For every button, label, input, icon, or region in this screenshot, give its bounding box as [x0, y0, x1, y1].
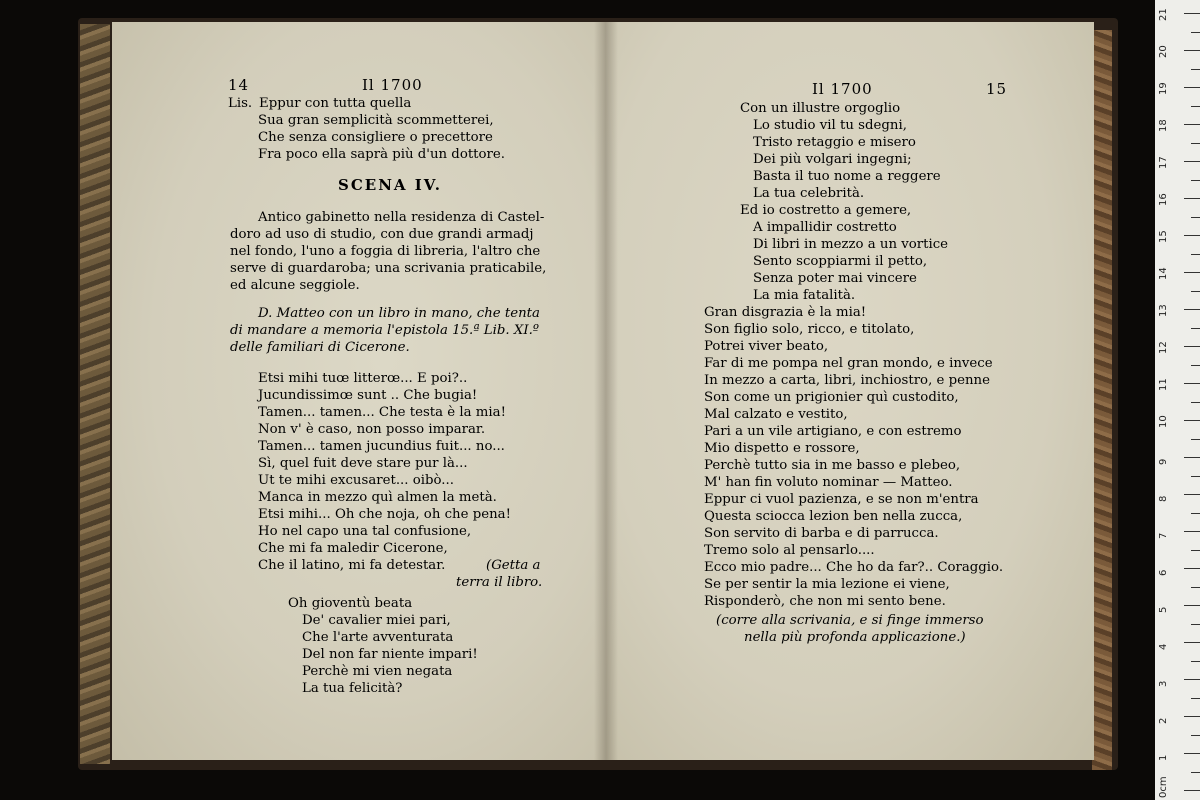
ruler-tick — [1184, 161, 1200, 162]
stage-direction-line: delle familiari di Cicerone. — [230, 340, 410, 355]
ruler-tick — [1184, 198, 1200, 199]
scene-heading: SCENA IV. — [338, 176, 443, 194]
ruler-tick — [1184, 346, 1200, 347]
stage-direction-line: di mandare a memoria l'epistola 15.ª Lib. XI.º — [230, 323, 540, 338]
verse-line: Eppur ci vuol pazienza, e se non m'entra — [704, 492, 979, 507]
ruler-tick — [1191, 550, 1200, 551]
verse-line: Son come un prigionier quì custodito, — [704, 390, 959, 405]
marbled-cover-edge-left — [80, 24, 110, 764]
verse-line: Che l'arte avventurata — [302, 630, 454, 645]
verse-line: Che senza consigliere o precettore — [258, 130, 493, 145]
ruler-tick — [1184, 753, 1200, 754]
verse-line: In mezzo a carta, libri, inchiostro, e penne — [704, 373, 990, 388]
monologue-line: Etsi mihi... Oh che noja, oh che pena! — [258, 507, 511, 522]
ruler-tick — [1184, 309, 1200, 310]
verse-line: Perchè mi vien negata — [302, 664, 453, 679]
verse-line: Questa sciocca lezion ben nella zucca, — [704, 509, 963, 524]
monologue-line: Ut te mihi excusaret... oibò... — [258, 473, 454, 488]
verse-line: Tremo solo al pensarlo.... — [704, 543, 875, 558]
ruler-tick — [1184, 679, 1200, 680]
ruler-number: 12 — [1158, 341, 1169, 354]
ruler-tick — [1184, 494, 1200, 495]
ruler-number: 17 — [1158, 156, 1169, 169]
monologue-line: Non v' è caso, non posso imparar. — [258, 422, 486, 437]
ruler-tick — [1191, 32, 1200, 33]
monologue-line: Jucundissimœ sunt .. Che bugia! — [258, 388, 478, 403]
verse-line: Risponderò, che non mi sento bene. — [704, 594, 946, 609]
ruler-number: 10 — [1158, 415, 1169, 428]
setting-line: doro ad uso di studio, con due grandi armadj — [230, 227, 534, 242]
ruler-number: 7 — [1158, 532, 1169, 539]
monologue-line: Che mi fa maledir Cicerone, — [258, 541, 448, 556]
ruler-tick — [1191, 587, 1200, 588]
verse-line: Oh gioventù beata — [288, 596, 413, 611]
verse-line: Perchè tutto sia in me basso e plebeo, — [704, 458, 961, 473]
monologue-line: Tamen... tamen jucundius fuit... no... — [258, 439, 505, 454]
aside-direction: terra il libro. — [456, 575, 543, 590]
left-page-number: 14 — [228, 76, 250, 94]
monologue-line: Ho nel capo una tal confusione, — [258, 524, 472, 539]
ruler-tick — [1184, 50, 1200, 51]
monologue-line: Sì, quel fuit deve stare pur là... — [258, 456, 468, 471]
ruler-tick — [1191, 106, 1200, 107]
measuring-ruler — [1155, 0, 1200, 800]
verse-line: Ed io costretto a gemere, — [740, 203, 912, 218]
ruler-number: 1 — [1158, 754, 1169, 761]
ruler-tick — [1184, 568, 1200, 569]
ruler-number: 6 — [1158, 569, 1169, 576]
ruler-number: 9 — [1158, 458, 1169, 465]
verse-line: M' han fin voluto nominar — Matteo. — [704, 475, 953, 490]
ruler-tick — [1184, 790, 1200, 791]
ruler-number: 20 — [1158, 45, 1169, 58]
verse-line: Basta il tuo nome a reggere — [753, 169, 941, 184]
monologue-line: Tamen... tamen... Che testa è la mia! — [258, 405, 506, 420]
ruler-number: 18 — [1158, 119, 1169, 132]
monologue-line: Manca in mezzo quì almen la metà. — [258, 490, 497, 505]
verse-line: Son servito di barba e di parrucca. — [704, 526, 939, 541]
ruler-tick — [1184, 383, 1200, 384]
verse-line: Sento scoppiarmi il petto, — [753, 254, 928, 269]
ruler-tick — [1191, 513, 1200, 514]
verse-line: Gran disgrazia è la mia! — [704, 305, 867, 320]
verse-line: Senza poter mai vincere — [753, 271, 917, 286]
verse-line: Mal calzato e vestito, — [704, 407, 848, 422]
verse-line: La mia fatalità. — [753, 288, 856, 303]
ruler-number: 5 — [1158, 606, 1169, 613]
verse-line: Son figlio solo, ricco, e titolato, — [704, 322, 915, 337]
ruler-number: 16 — [1158, 193, 1169, 206]
ruler-tick — [1191, 254, 1200, 255]
verse-line: Tristo retaggio e misero — [753, 135, 916, 150]
marbled-cover-edge-right — [1092, 30, 1112, 770]
ruler-number: 3 — [1158, 680, 1169, 687]
ruler-number: 14 — [1158, 267, 1169, 280]
ruler-tick — [1191, 365, 1200, 366]
ruler-tick — [1191, 698, 1200, 699]
verse-line: Mio dispetto e rossore, — [704, 441, 860, 456]
aside-direction: (Getta a — [486, 558, 541, 573]
verse-line: Lo studio vil tu sdegni, — [753, 118, 907, 133]
verse-line: Eppur con tutta quella — [259, 96, 412, 111]
verse-line: Ecco mio padre... Che ho da far?.. Coraggio. — [704, 560, 1004, 575]
verse-line: A impallidir costretto — [753, 220, 897, 235]
ruler-tick — [1191, 772, 1200, 773]
ruler-tick — [1191, 180, 1200, 181]
closing-stage-direction: nella più profonda applicazione.) — [744, 630, 966, 645]
setting-line: serve di guardaroba; una scrivania praticabile, — [230, 261, 547, 276]
ruler-tick — [1191, 735, 1200, 736]
ruler-tick — [1191, 624, 1200, 625]
ruler-number: 2 — [1158, 717, 1169, 724]
ruler-number: 15 — [1158, 230, 1169, 243]
speaker-name: Lis. — [228, 96, 253, 111]
ruler-tick — [1184, 87, 1200, 88]
ruler-tick — [1184, 13, 1200, 14]
verse-line: Se per sentir la mia lezione ei viene, — [704, 577, 950, 592]
setting-line: Antico gabinetto nella residenza di Castel- — [258, 210, 545, 225]
ruler-tick — [1184, 124, 1200, 125]
stage-direction-line: D. Matteo con un libro in mano, che tenta — [258, 306, 540, 321]
ruler-number: 4 — [1158, 643, 1169, 650]
verse-line: Con un illustre orgoglio — [740, 101, 901, 116]
right-page-number: 15 — [986, 80, 1008, 98]
verse-line: La tua celebrità. — [753, 186, 865, 201]
ruler-tick — [1191, 291, 1200, 292]
ruler-tick — [1184, 605, 1200, 606]
ruler-unit-label: 0cm — [1158, 776, 1169, 798]
verse-line: Pari a un vile artigiano, e con estremo — [704, 424, 962, 439]
monologue-line: Etsi mihi tuœ litterœ... E poi?.. — [258, 371, 468, 386]
setting-line: nel fondo, l'uno a foggia di libreria, l'altro che — [230, 244, 541, 259]
ruler-tick — [1191, 402, 1200, 403]
ruler-number: 19 — [1158, 82, 1169, 95]
ruler-tick — [1184, 716, 1200, 717]
ruler-tick — [1184, 235, 1200, 236]
ruler-tick — [1184, 420, 1200, 421]
ruler-number: 11 — [1158, 378, 1169, 391]
setting-line: ed alcune seggiole. — [230, 278, 360, 293]
monologue-line: Che il latino, mi fa detestar. — [258, 558, 446, 573]
ruler-tick — [1184, 531, 1200, 532]
ruler-tick — [1184, 457, 1200, 458]
ruler-tick — [1191, 217, 1200, 218]
ruler-tick — [1191, 439, 1200, 440]
verse-line: Far di me pompa nel gran mondo, e invece — [704, 356, 993, 371]
verse-line: Fra poco ella saprà più d'un dottore. — [258, 147, 505, 162]
book-gutter — [594, 22, 618, 760]
ruler-tick — [1191, 328, 1200, 329]
ruler-tick — [1184, 642, 1200, 643]
right-running-title: Il 1700 — [812, 80, 873, 98]
ruler-tick — [1191, 476, 1200, 477]
left-running-title: Il 1700 — [362, 76, 423, 94]
ruler-tick — [1184, 272, 1200, 273]
verse-line: De' cavalier miei pari, — [302, 613, 451, 628]
ruler-number: 8 — [1158, 495, 1169, 502]
closing-stage-direction: (corre alla scrivania, e si finge immerso — [716, 613, 984, 628]
verse-line: Dei più volgari ingegni; — [753, 152, 912, 167]
ruler-tick — [1191, 661, 1200, 662]
verse-line: Potrei viver beato, — [704, 339, 829, 354]
ruler-tick — [1191, 69, 1200, 70]
verse-line: Sua gran semplicità scommetterei, — [258, 113, 494, 128]
ruler-tick — [1191, 143, 1200, 144]
verse-line: Del non far niente impari! — [302, 647, 478, 662]
verse-line: Di libri in mezzo a un vortice — [753, 237, 949, 252]
ruler-number: 13 — [1158, 304, 1169, 317]
verse-line: La tua felicità? — [302, 681, 403, 696]
ruler-number: 21 — [1158, 8, 1169, 21]
